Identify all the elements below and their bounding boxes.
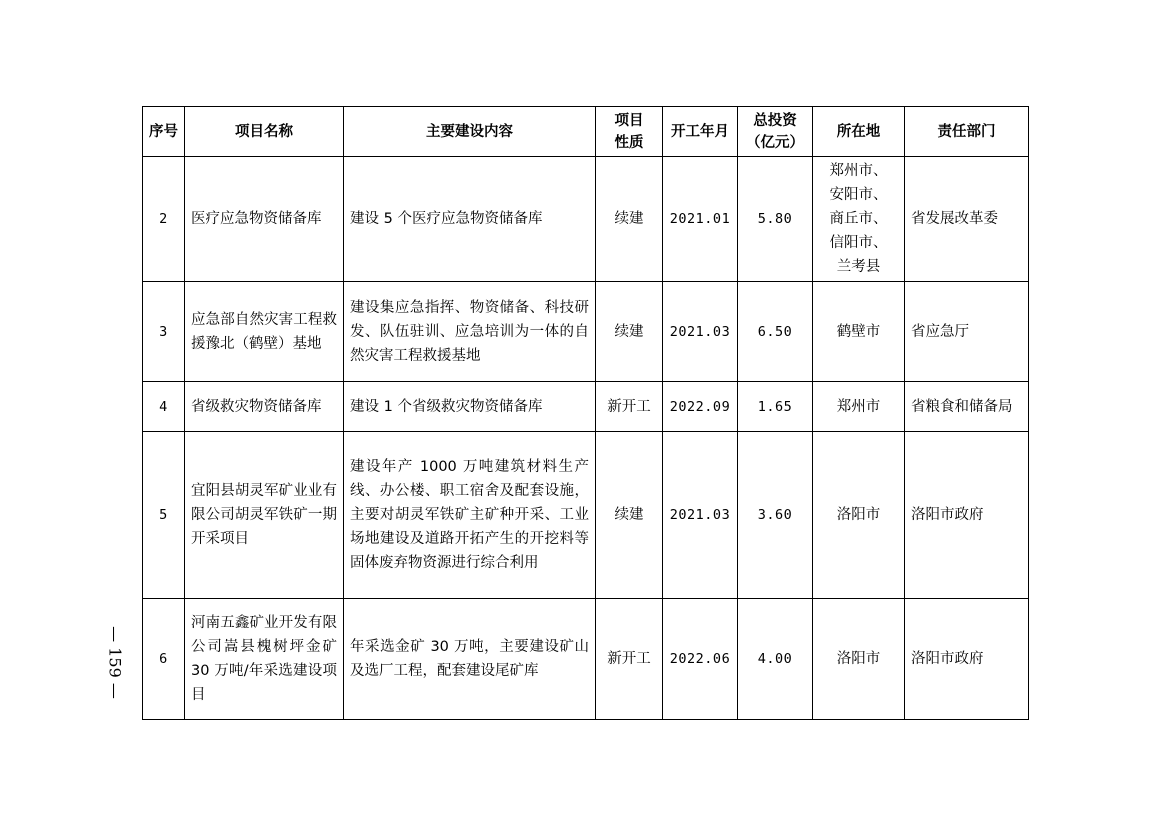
cell-content: 建设集应急指挥、物资储备、科技研发、队伍驻训、应急培训为一体的自然灾害工程救援基地 bbox=[344, 282, 596, 382]
header-nature bbox=[596, 107, 663, 157]
location-line: 洛阳市 bbox=[836, 651, 881, 667]
cell-location bbox=[813, 599, 905, 720]
cell-seq: 5 bbox=[143, 432, 185, 599]
cell-content: 建设年产 1000 万吨建筑材料生产线、办公楼、职工宿舍及配套设施，主要对胡灵军铁矿主矿种开采、工业场地建设及道路开拓产生的开挖料等固体废弃物资源进行综合利用 bbox=[344, 432, 596, 599]
header-start: 开工年月 bbox=[663, 107, 738, 157]
cell-nature: 续建 bbox=[596, 282, 663, 382]
cell-invest: 5.80 bbox=[738, 157, 813, 282]
header-nature-line2: 性质 bbox=[614, 134, 644, 151]
header-location: 所在地 bbox=[813, 107, 905, 157]
header-name: 项目名称 bbox=[185, 107, 344, 157]
location-line: 郑州市、 bbox=[829, 163, 888, 179]
page-number: — 159 — bbox=[105, 626, 125, 699]
cell-seq: 4 bbox=[143, 382, 185, 432]
cell-name: 河南五鑫矿业开发有限公司嵩县槐树坪金矿 30 万吨/年采选建设项目 bbox=[185, 599, 344, 720]
table-row bbox=[143, 282, 1029, 382]
table-row bbox=[143, 157, 1029, 282]
cell-start: 2022.09 bbox=[663, 382, 738, 432]
cell-invest: 1.65 bbox=[738, 382, 813, 432]
location-line: 洛阳市 bbox=[836, 507, 881, 523]
cell-seq: 6 bbox=[143, 599, 185, 720]
cell-name: 医疗应急物资储备库 bbox=[185, 157, 344, 282]
cell-location bbox=[813, 157, 905, 282]
cell-department: 省粮食和储备局 bbox=[905, 382, 1029, 432]
page-number-container bbox=[100, 608, 130, 718]
cell-content: 建设 1 个省级救灾物资储备库 bbox=[344, 382, 596, 432]
cell-location bbox=[813, 432, 905, 599]
project-table bbox=[142, 106, 1029, 720]
cell-nature: 新开工 bbox=[596, 382, 663, 432]
location-line: 商丘市、 bbox=[829, 211, 888, 227]
table-row bbox=[143, 432, 1029, 599]
header-seq: 序号 bbox=[143, 107, 185, 157]
cell-name: 宜阳县胡灵军矿业业有限公司胡灵军铁矿一期开采项目 bbox=[185, 432, 344, 599]
location-line: 信阳市、 bbox=[829, 235, 888, 251]
location-line: 安阳市、 bbox=[829, 187, 888, 203]
cell-seq: 2 bbox=[143, 157, 185, 282]
cell-name: 应急部自然灾害工程救援豫北（鹤壁）基地 bbox=[185, 282, 344, 382]
cell-start: 2021.01 bbox=[663, 157, 738, 282]
cell-invest: 4.00 bbox=[738, 599, 813, 720]
cell-invest: 3.60 bbox=[738, 432, 813, 599]
header-nature-line1: 项目 bbox=[614, 112, 644, 129]
cell-nature: 新开工 bbox=[596, 599, 663, 720]
header-invest-line2: （亿元） bbox=[746, 134, 804, 151]
cell-department: 洛阳市政府 bbox=[905, 599, 1029, 720]
cell-content: 建设 5 个医疗应急物资储备库 bbox=[344, 157, 596, 282]
cell-invest: 6.50 bbox=[738, 282, 813, 382]
table-row bbox=[143, 599, 1029, 720]
cell-start: 2021.03 bbox=[663, 282, 738, 382]
location-line: 鹤壁市 bbox=[836, 323, 881, 340]
header-department: 责任部门 bbox=[905, 107, 1029, 157]
cell-department: 省应急厅 bbox=[905, 282, 1029, 382]
cell-content: 年采选金矿 30 万吨，主要建设矿山及选厂工程，配套建设尾矿库 bbox=[344, 599, 596, 720]
cell-location bbox=[813, 282, 905, 382]
cell-nature: 续建 bbox=[596, 157, 663, 282]
cell-start: 2022.06 bbox=[663, 599, 738, 720]
cell-name: 省级救灾物资储备库 bbox=[185, 382, 344, 432]
header-content: 主要建设内容 bbox=[344, 107, 596, 157]
cell-nature: 续建 bbox=[596, 432, 663, 599]
project-table-container bbox=[142, 106, 1028, 720]
header-invest-line1: 总投资 bbox=[753, 112, 797, 129]
location-line: 兰考县 bbox=[836, 259, 881, 275]
table-row bbox=[143, 382, 1029, 432]
cell-department: 省发展改革委 bbox=[905, 157, 1029, 282]
header-invest bbox=[738, 107, 813, 157]
cell-department: 洛阳市政府 bbox=[905, 432, 1029, 599]
cell-start: 2021.03 bbox=[663, 432, 738, 599]
cell-seq: 3 bbox=[143, 282, 185, 382]
table-header-row bbox=[143, 107, 1029, 157]
cell-location bbox=[813, 382, 905, 432]
location-line: 郑州市 bbox=[836, 398, 881, 415]
